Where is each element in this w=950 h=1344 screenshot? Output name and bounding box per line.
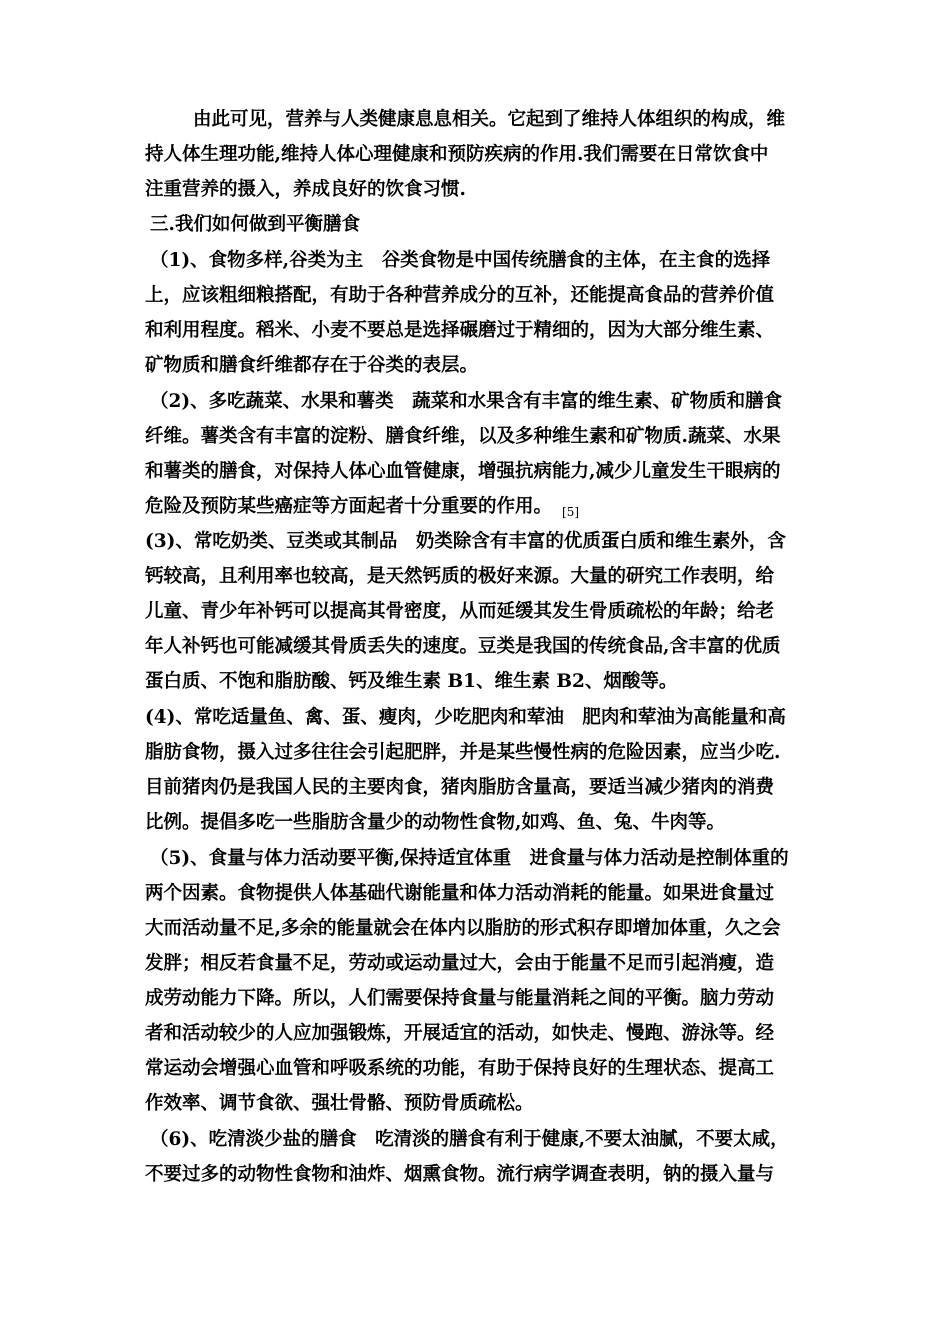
- text-line: 年人补钙也可能减缓其骨质丢失的速度。豆类是我国的传统食品,含丰富的优质: [145, 636, 781, 657]
- text-line: 由此可见，营养与人类健康息息相关。它起到了维持人体组织的构成，维: [193, 109, 786, 130]
- text-line: （2)、多吃蔬菜、水果和薯类 蔬菜和水果含有丰富的维生素、矿物质和膳食: [150, 391, 783, 412]
- text-line: 儿童、青少年补钙可以提高其骨密度，从而延缓其发生骨质疏松的年龄；给老: [145, 601, 775, 622]
- text-line: 不要过多的动物性食物和油炸、烟熏食物。流行病学调查表明，钠的摄入量与: [145, 1164, 775, 1185]
- text-line: 大而活动量不足,多余的能量就会在体内以脂肪的形式积存即增加体重，久之会: [145, 918, 781, 939]
- text-line: 者和活动较少的人应加强锻炼，开展适宜的活动，如快走、慢跑、游泳等。经: [145, 1023, 775, 1044]
- text-line: [145, 495, 579, 520]
- text-line: 矿物质和膳食纤维都存在于谷类的表层。: [145, 355, 479, 376]
- text-line: 上，应该粗细粮搭配，有助于各种营养成分的互补，还能提高食品的营养价值: [145, 285, 775, 306]
- section-heading: 三.我们如何做到平衡膳食: [150, 214, 360, 235]
- text-line: 钙较高，且利用率也较高，是天然钙质的极好来源。大量的研究工作表明，给: [145, 566, 775, 587]
- text-line: 和薯类的膳食，对保持人体心血管健康，增强抗病能力,减少儿童发生干眼病的: [145, 461, 781, 482]
- text-line: (4)、常吃适量鱼、禽、蛋、瘦肉，少吃肥肉和荤油 肥肉和荤油为高能量和高: [145, 707, 786, 728]
- text-line: (3)、常吃奶类、豆类或其制品 奶类除含有丰富的优质蛋白质和维生素外，含: [145, 531, 786, 552]
- text-line: 和利用程度。稻米、小麦不要总是选择碾磨过于精细的，因为大部分维生素、: [145, 320, 775, 341]
- text-line: 比例。提倡多吃一些脂肪含量少的动物性食物,如鸡、鱼、兔、牛肉等。: [145, 812, 725, 833]
- text-line: 蛋白质、不饱和脂肪酸、钙及维生素 B1、维生素 B2、烟酸等。: [145, 671, 678, 692]
- citation-marker: [5]: [562, 505, 580, 519]
- text-line: 纤维。薯类含有丰富的淀粉、膳食纤维，以及多种维生素和矿物质.蔬菜、水果: [145, 426, 781, 447]
- text-line: 常运动会增强心血管和呼吸系统的功能，有助于保持良好的生理状态、提高工: [145, 1058, 775, 1079]
- text-line: （6)、吃清淡少盐的膳食 吃清淡的膳食有利于健康,不要太油腻，不要太咸，: [150, 1129, 789, 1150]
- text-span: 危险及预防某些癌症等方面起者十分重要的作用。: [145, 496, 553, 517]
- text-line: 注重营养的摄入，养成良好的饮食习惯.: [145, 179, 466, 200]
- text-line: 成劳动能力下降。所以，人们需要保持食量与能量消耗之间的平衡。脑力劳动: [145, 988, 775, 1009]
- text-line: 发胖；相反若食量不足，劳动或运动量过大，会由于能量不足而引起消瘦，造: [145, 953, 775, 974]
- text-line: 两个因素。食物提供人体基础代谢能量和体力活动消耗的能量。如果进食量过: [145, 883, 775, 904]
- text-line: 持人体生理功能,维持人体心理健康和预防疾病的作用.我们需要在日常饮食中: [145, 144, 769, 165]
- text-line: 脂肪食物，摄入过多往往会引起肥胖，并是某些慢性病的危险因素，应当少吃.: [145, 742, 781, 763]
- text-line: 目前猪肉仍是我国人民的主要肉食，猪肉脂肪含量高，要适当减少猪肉的消费: [145, 777, 775, 798]
- text-line: （1)、食物多样,谷类为主 谷类食物是中国传统膳食的主体，在主食的选择: [150, 250, 771, 271]
- text-line: （5)、食量与体力活动要平衡,保持适宜体重 进食量与体力活动是控制体重的: [150, 848, 789, 869]
- text-line: 作效率、调节食欲、强壮骨骼、预防骨质疏松。: [145, 1093, 534, 1114]
